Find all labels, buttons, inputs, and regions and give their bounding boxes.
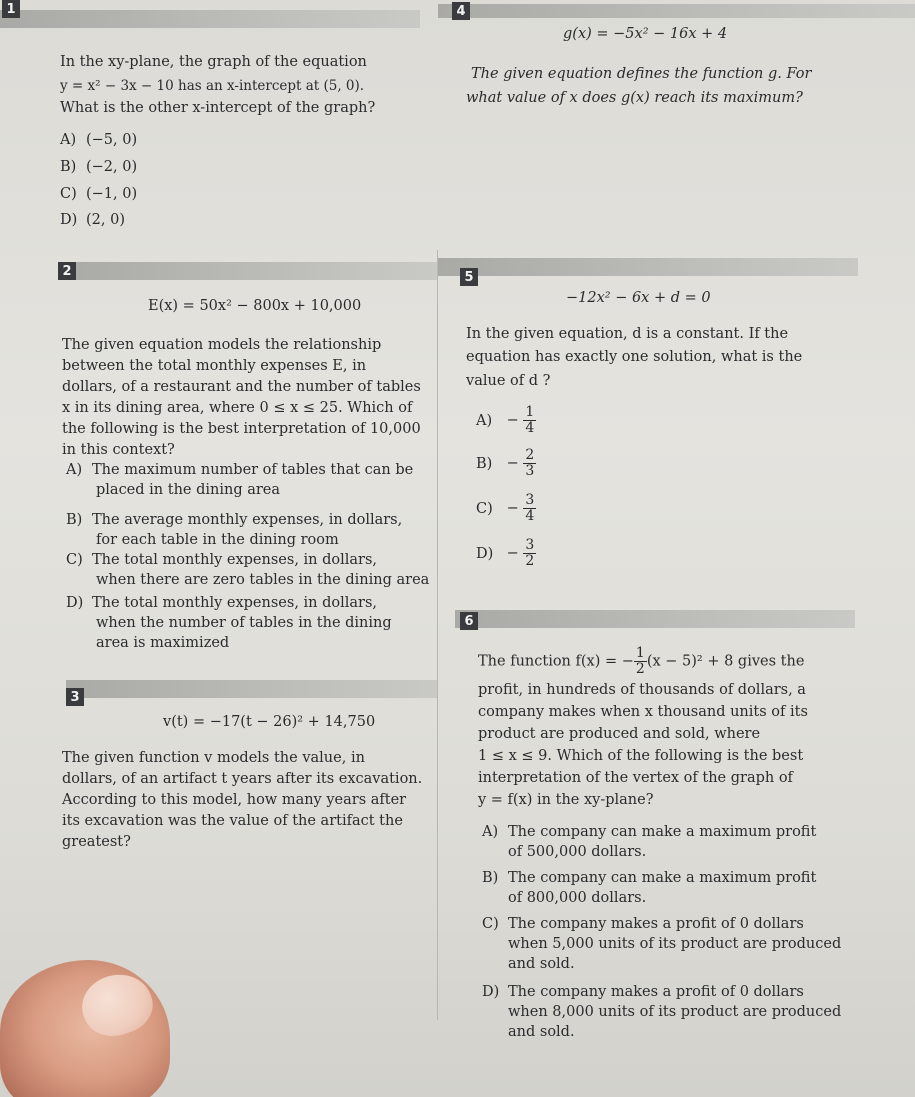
option-sign: − bbox=[506, 500, 519, 517]
option-letter: B) bbox=[66, 512, 83, 528]
q6-stem-line: profit, in hundreds of thousands of dollars, a bbox=[478, 682, 806, 698]
option-text: The company can make a maximum profit bbox=[508, 824, 817, 840]
q3-stem-line: According to this model, how many years after bbox=[62, 792, 407, 808]
option-fraction bbox=[523, 448, 536, 479]
q6-option-a[interactable] bbox=[482, 822, 816, 862]
q2-option-d[interactable] bbox=[66, 593, 392, 653]
q2-header-bar bbox=[58, 262, 438, 280]
option-letter: B) bbox=[476, 455, 493, 472]
q1-option-b[interactable] bbox=[60, 157, 137, 177]
fraction-numerator: 1 bbox=[635, 645, 645, 661]
fraction-numerator: 3 bbox=[525, 537, 535, 553]
q1-option-a[interactable] bbox=[60, 130, 137, 150]
q6-intro-after: (x − 5)² + 8 gives the bbox=[646, 653, 805, 670]
option-text: The company can make a maximum profit bbox=[508, 870, 817, 886]
q1-stem-line: In the xy-plane, the graph of the equation bbox=[60, 54, 367, 70]
finger-photo bbox=[0, 960, 170, 1097]
option-letter: C) bbox=[60, 186, 77, 202]
q6-stem-line: company makes when x thousand units of its bbox=[478, 704, 808, 720]
option-text: and sold. bbox=[508, 956, 575, 972]
q5-number: 5 bbox=[460, 268, 478, 286]
q3-stem-line: its excavation was the value of the artifact the bbox=[62, 813, 403, 829]
q4-equation: g(x) = −5x² − 16x + 4 bbox=[563, 26, 728, 42]
option-letter: A) bbox=[66, 462, 83, 478]
q2-stem-line: in this context? bbox=[62, 442, 175, 458]
q2-stem-line: the following is the best interpretation of 10,000 bbox=[62, 421, 421, 437]
fraction-denominator: 4 bbox=[525, 508, 535, 524]
column-divider bbox=[437, 250, 438, 1020]
option-letter: B) bbox=[482, 870, 499, 886]
q6-option-d[interactable] bbox=[482, 982, 841, 1042]
option-sign: − bbox=[506, 412, 519, 429]
q4-number: 4 bbox=[452, 2, 470, 20]
q2-stem-line: dollars, of a restaurant and the number of tables bbox=[62, 379, 421, 395]
option-text: The maximum number of tables that can be bbox=[92, 462, 414, 478]
q5-option-c[interactable] bbox=[476, 493, 536, 524]
q2-stem-line: between the total monthly expenses E, in bbox=[62, 358, 367, 374]
q5-option-d[interactable] bbox=[476, 538, 536, 569]
option-text: (−1, 0) bbox=[86, 186, 138, 202]
q2-option-c[interactable] bbox=[66, 550, 429, 590]
option-text: when the number of tables in the dining bbox=[96, 615, 392, 631]
option-text: placed in the dining area bbox=[96, 482, 281, 498]
option-letter: D) bbox=[60, 212, 78, 228]
option-letter: C) bbox=[66, 552, 83, 568]
option-text: The total monthly expenses, in dollars, bbox=[92, 552, 378, 568]
q6-stem-line: interpretation of the vertex of the graph of bbox=[478, 770, 793, 786]
fraction-denominator: 2 bbox=[635, 661, 645, 677]
q5-header-bar bbox=[438, 258, 858, 276]
fraction-numerator: 2 bbox=[525, 447, 535, 463]
q2-option-a[interactable] bbox=[66, 460, 413, 500]
option-text: and sold. bbox=[508, 1024, 575, 1040]
q5-option-a[interactable] bbox=[476, 405, 536, 436]
option-fraction bbox=[523, 405, 536, 436]
q2-stem-line: The given equation models the relationship bbox=[62, 337, 382, 353]
q6-fraction bbox=[634, 646, 647, 677]
q6-number: 6 bbox=[460, 612, 478, 630]
q1-number: 1 bbox=[2, 0, 20, 18]
fraction-numerator: 3 bbox=[525, 492, 535, 508]
q4-header-bar bbox=[438, 4, 915, 18]
option-text: of 500,000 dollars. bbox=[508, 844, 647, 860]
fraction-numerator: 1 bbox=[525, 404, 535, 420]
option-letter: C) bbox=[482, 916, 499, 932]
option-fraction bbox=[523, 493, 536, 524]
option-text: The company makes a profit of 0 dollars bbox=[508, 984, 804, 1000]
option-text: when 8,000 units of its product are produced bbox=[508, 1004, 842, 1020]
option-text: when there are zero tables in the dining area bbox=[96, 572, 430, 588]
q5-stem-line: equation has exactly one solution, what is the bbox=[466, 349, 803, 365]
option-letter: D) bbox=[482, 984, 500, 1000]
option-letter: A) bbox=[60, 132, 77, 148]
option-text: area is maximized bbox=[96, 635, 230, 651]
q2-number: 2 bbox=[58, 262, 76, 280]
option-letter: D) bbox=[66, 595, 84, 611]
q6-stem-line: y = f(x) in the xy-plane? bbox=[478, 792, 654, 808]
option-fraction bbox=[523, 538, 536, 569]
q6-intro bbox=[478, 646, 804, 677]
q1-stem-line: What is the other x-intercept of the graph? bbox=[60, 100, 376, 116]
option-text: The average monthly expenses, in dollars, bbox=[92, 512, 403, 528]
q1-header-bar bbox=[0, 10, 420, 28]
option-text: for each table in the dining room bbox=[96, 532, 339, 548]
option-text: (−2, 0) bbox=[86, 159, 138, 175]
q6-option-b[interactable] bbox=[482, 868, 816, 908]
q3-stem-line: The given function v models the value, in bbox=[62, 750, 365, 766]
q1-option-c[interactable] bbox=[60, 184, 137, 204]
q5-stem-line: In the given equation, d is a constant. If the bbox=[466, 326, 789, 342]
option-sign: − bbox=[506, 455, 519, 472]
option-text: when 5,000 units of its product are produced bbox=[508, 936, 842, 952]
q3-equation: v(t) = −17(t − 26)² + 14,750 bbox=[163, 714, 376, 730]
q2-equation: E(x) = 50x² − 800x + 10,000 bbox=[148, 298, 362, 314]
option-sign: − bbox=[506, 545, 519, 562]
q5-equation: −12x² − 6x + d = 0 bbox=[566, 290, 711, 306]
option-text: (2, 0) bbox=[86, 212, 125, 228]
q5-stem-line: value of d ? bbox=[466, 373, 551, 389]
fraction-denominator: 3 bbox=[525, 463, 535, 479]
fraction-denominator: 4 bbox=[525, 420, 535, 436]
option-letter: A) bbox=[482, 824, 499, 840]
option-letter: A) bbox=[476, 412, 493, 429]
q6-stem-line: product are produced and sold, where bbox=[478, 726, 761, 742]
option-text: (−5, 0) bbox=[86, 132, 138, 148]
option-letter: C) bbox=[476, 500, 493, 517]
q6-intro-before: The function f(x) = − bbox=[478, 653, 634, 670]
fraction-denominator: 2 bbox=[525, 553, 535, 569]
q3-header-bar bbox=[66, 680, 438, 698]
q6-header-bar bbox=[455, 610, 855, 628]
option-letter: B) bbox=[60, 159, 77, 175]
q5-option-b[interactable] bbox=[476, 448, 536, 479]
option-text: The total monthly expenses, in dollars, bbox=[92, 595, 378, 611]
q6-stem-line: 1 ≤ x ≤ 9. Which of the following is the best bbox=[478, 748, 804, 764]
q2-option-b[interactable] bbox=[66, 510, 402, 550]
q2-stem-line: x in its dining area, where 0 ≤ x ≤ 25. Which of bbox=[62, 400, 413, 416]
q3-number: 3 bbox=[66, 688, 84, 706]
q3-stem-line: dollars, of an artifact t years after its excavation. bbox=[62, 771, 423, 787]
q6-option-c[interactable] bbox=[482, 914, 841, 974]
q4-stem-line: what value of x does g(x) reach its maximum? bbox=[466, 90, 803, 106]
q3-stem-line: greatest? bbox=[62, 834, 131, 850]
option-letter: D) bbox=[476, 545, 494, 562]
option-text: The company makes a profit of 0 dollars bbox=[508, 916, 804, 932]
q1-option-d[interactable] bbox=[60, 210, 125, 230]
q1-stem-line: y = x² − 3x − 10 has an x-intercept at (5, 0). bbox=[60, 78, 365, 94]
q4-stem-line: The given equation defines the function g. For bbox=[471, 66, 812, 82]
option-text: of 800,000 dollars. bbox=[508, 890, 647, 906]
